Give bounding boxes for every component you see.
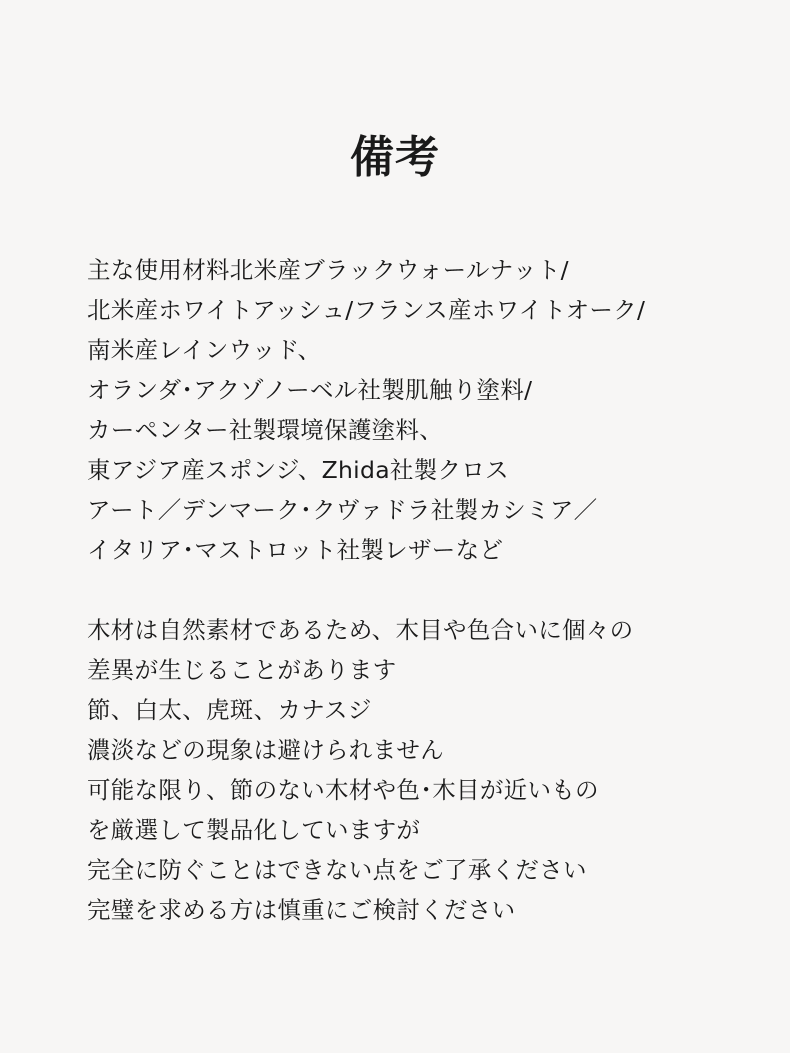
notice-line: 完璧を求める方は慎重にご検討ください	[87, 896, 516, 924]
materials-line: 東アジア産スポンジ、Zhida社製クロス	[87, 456, 509, 484]
notice-line: 完全に防ぐことはできない点をご了承ください	[87, 856, 587, 884]
materials-line: アート／デンマーク･クヴァドラ社製カシミア／	[87, 496, 598, 524]
notice-line: 差異が生じることがあります	[87, 656, 397, 684]
materials-line: イタリア･マストロット社製レザーなど	[87, 536, 504, 564]
materials-line: 南米産レインウッド、	[87, 336, 322, 364]
materials-line: オランダ･アクゾノーベル社製肌触り塗料/	[87, 376, 533, 404]
materials-line: カーペンター社製環境保護塗料、	[87, 416, 444, 444]
notice-line: を厳選して製品化していますが	[87, 816, 421, 844]
notice-line: 可能な限り、節のない木材や色･木目が近いもの	[87, 776, 599, 804]
notice-line: 木材は自然素材であるため、木目や色合いに個々の	[87, 616, 634, 644]
notice-line: 濃淡などの現象は避けられません	[87, 736, 444, 764]
materials-paragraph	[87, 250, 777, 570]
materials-line: 北米産ホワイトアッシュ/フランス産ホワイトオーク/	[87, 296, 646, 324]
page-title: 備考	[350, 132, 440, 183]
wood-notice-paragraph	[87, 610, 777, 930]
notice-line: 節、白太、虎斑、カナスジ	[87, 696, 372, 724]
materials-line: 主な使用材料北米産ブラックウォールナット/	[87, 256, 569, 284]
notes-body	[87, 250, 777, 930]
